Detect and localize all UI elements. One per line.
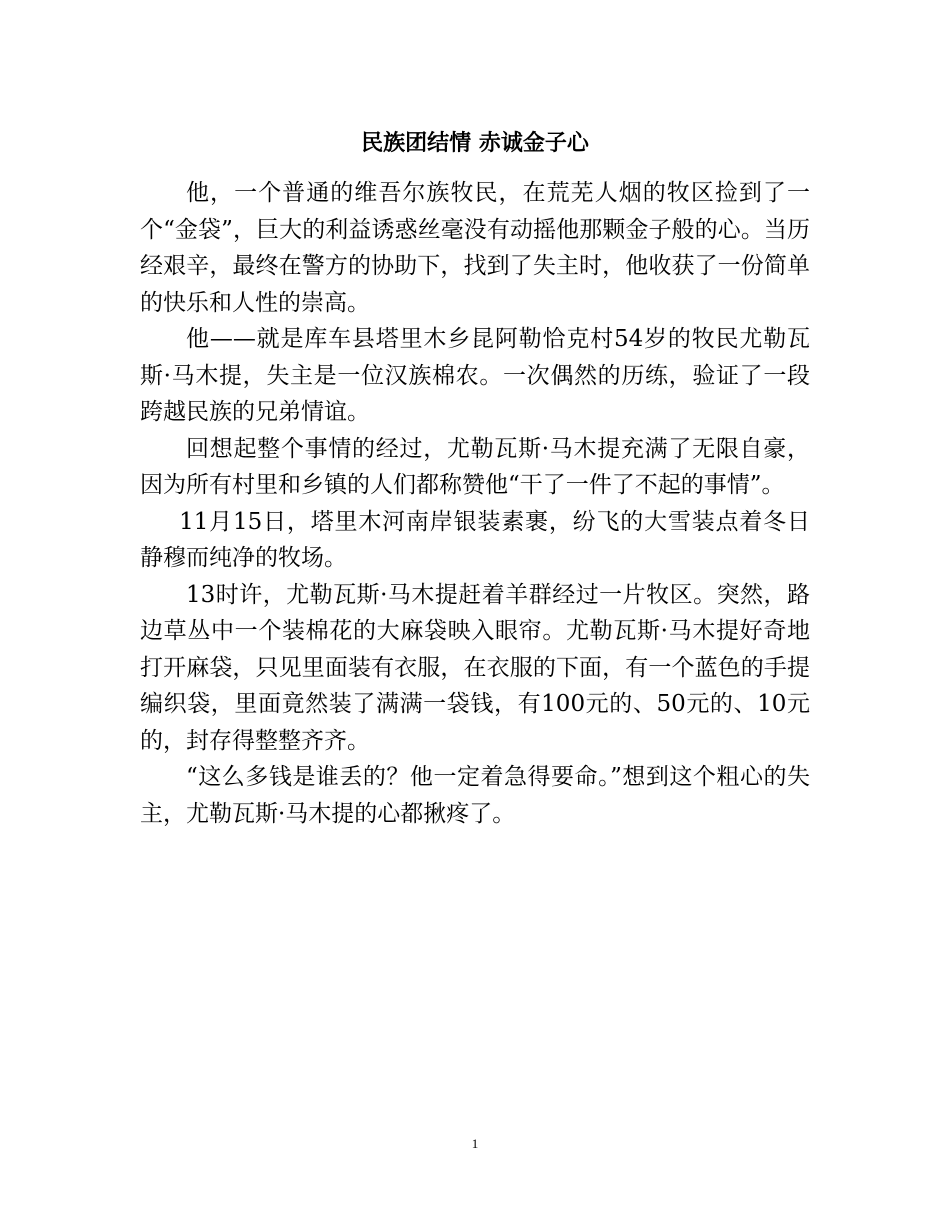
paragraph-2: 他——就是库车县塔里木乡昆阿勒恰克村54岁的牧民尤勒瓦斯·马木提，失主是一位汉族棉农。一次偶然的历练，验证了一段跨越民族的兄弟情谊。 [140,326,810,425]
document-title: 民族团结情 赤诚金子心 [361,131,589,156]
paragraph-1: 他，一个普通的维吾尔族牧民，在荒芜人烟的牧区捡到了一个“金袋”，巨大的利益诱惑丝毫没有动摇他那颗金子般的心。当历经艰辛，最终在警方的协助下，找到了失主时，他收获了一份简单的快乐和人性的崇高。 [140,180,810,316]
paragraph-5: 13时许，尤勒瓦斯·马木提赶着羊群经过一片牧区。突然，路边草丛中一个装棉花的大麻袋映入眼帘。尤勒瓦斯·马木提好奇地打开麻袋，只见里面装有衣服，在衣服的下面，有一个蓝色的手提编织袋，里面竟然装了满满一袋钱，有100元的、50元的、10元的，封存得整整齐齐。 [140,581,810,754]
paragraph-3: 回想起整个事情的经过，尤勒瓦斯·马木提充满了无限自豪，因为所有村里和乡镇的人们都称赞他“干了一件了不起的事情”。 [140,435,810,498]
paragraph-4: 11月15日，塔里木河南岸银装素裹，纷飞的大雪装点着冬日静穆而纯净的牧场。 [140,508,810,571]
page-number: 1 [471,1136,479,1151]
document-body [140,175,810,832]
paragraph-6: “这么多钱是谁丢的？他一定着急得要命。”想到这个粗心的失主，尤勒瓦斯·马木提的心都揪疼了。 [140,764,810,827]
